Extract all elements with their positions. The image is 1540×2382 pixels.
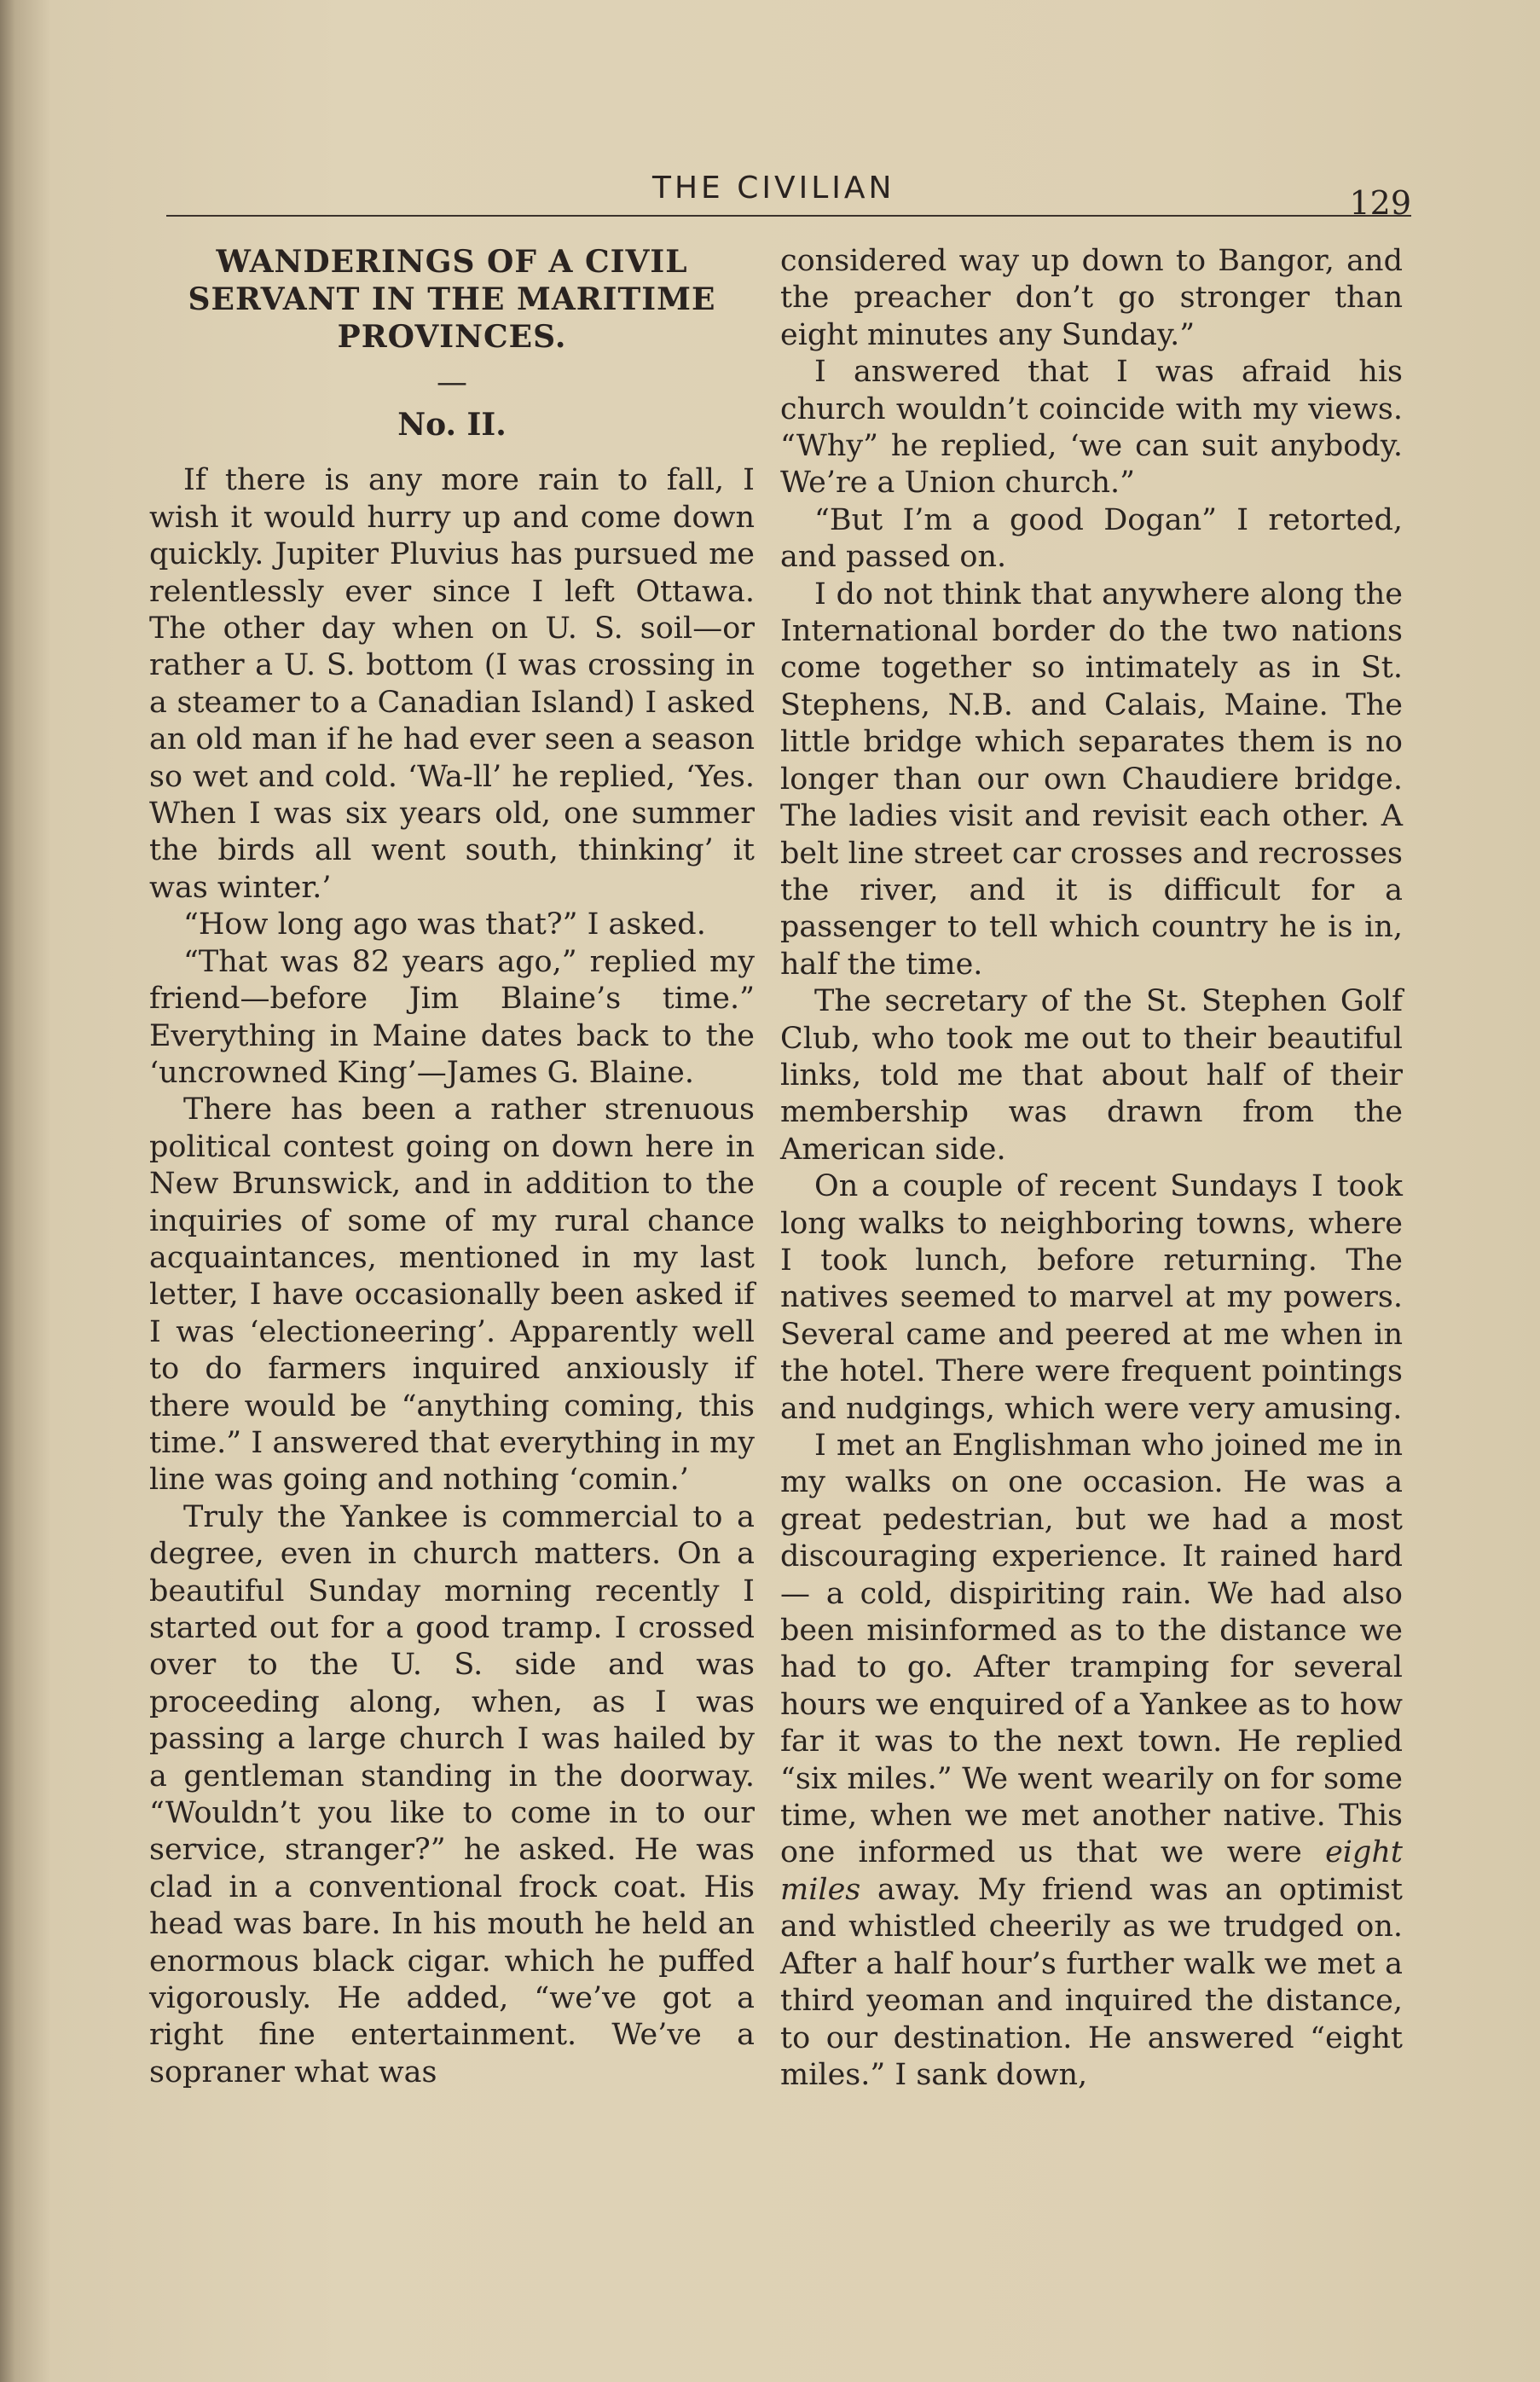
header-rule: [166, 215, 1411, 217]
paragraph: [780, 1428, 1403, 2094]
paragraph-text: I met an Englishman who joined me in my walks on one occasion. He was a great pedestrian, but we had a most discouraging experience. It rained hard — a cold, dispiriting rain. We had also been misinformed as to the distance we had to go. After tramping for several hours we enquired of a Yankee as to how far it was to the next town. He replied “six miles.” We went wearily on for some time, when we met another native. This one informed us that we were: [780, 1429, 1403, 1870]
paragraph: I do not think that anywhere along the International border do the two nations come together so intimately as in St. Stephens, N.B. and Calais, Maine. The little bridge which separates them is no longer than our own Chaudiere bridge. The ladies visit and revisit each other. A belt line street car crosses and recrosses the river, and it is difficult for a passenger to tell which country he is in, half the time.: [780, 577, 1403, 982]
left-column: [149, 243, 755, 2091]
paragraph: “But I’m a good Dogan” I retorted, and passed on.: [780, 502, 1403, 575]
right-column: [780, 243, 1403, 2094]
paragraph: Truly the Yankee is commercial to a degree, even in church matters. On a beautiful Sunday morning recently I started out for a good tramp. I crossed over to the U. S. side and was proceeding along, when, as I was passing a large church I was hailed by a gentleman standing in the doorway. “Wouldn’t you like to come in to our service, stranger?” he asked. He was clad in a conventional frock coat. His head was bare. In his mouth he held an enormous black cigar. which he puffed vigorously. He added, “we’ve got a right fine entertainment. We’ve a sopraner what was: [149, 1499, 755, 2089]
paragraph: There has been a rather strenuous political contest going on down here in New Brunswick, and in addition to the inquiries of some of my rural chance acquaintances, mentioned in my last letter, I have occasionally been asked if I was ‘electioneering’. Apparently well to do farmers inquired anxiously if there would be “anything coming, this time.” I answered that everything in my line was going and nothing ‘comin.’: [149, 1092, 755, 1498]
page-header: [166, 171, 1411, 222]
paragraph-text: away. My friend was an optimist and whistled cheerily as we trudged on. After a half hour’s further walk we met a third yeoman and inquired the distance, to our destination. He answered “eight miles.” I sank down,: [780, 1872, 1403, 2092]
paragraph: The secretary of the St. Stephen Golf Club, who took me out to their beautiful links, told me that about half of their membership was drawn from the American side.: [780, 984, 1403, 1167]
running-title: THE CIVILIAN: [652, 171, 895, 206]
paragraph: “That was 82 years ago,” replied my friend—before Jim Blaine’s time.” Everything in Maine dates back to the ‘uncrowned King’—James G. Blaine.: [149, 944, 755, 1090]
title-dash: —: [437, 365, 467, 400]
paragraph: If there is any more rain to fall, I wish it would hurry up and come down quickly. Jupiter Pluvius has pursued me relentlessly ever since I left Ottawa. The other day when on U. S. soil—or rather a U. S. bottom (I was crossing in a steamer to a Canadian Island) I asked an old man if he had ever seen a season so wet and cold. ‘Wa-ll’ he replied, ‘Yes. When I was six years old, one summer the birds all went south, thinking’ it was winter.’: [149, 463, 755, 905]
italic-phrase: eight miles: [780, 1835, 1403, 1907]
paragraph: On a couple of recent Sundays I took long walks to neighboring towns, where I took lunch, before returning. The natives seemed to marvel at my powers. Several came and peered at me when in the hotel. There were frequent pointings and nudgings, which were very amusing.: [780, 1169, 1403, 1426]
article-subtitle: No. II.: [397, 407, 507, 443]
article-title: WANDERINGS OF A CIVIL SERVANT IN THE MARITIME PROVINCES.: [188, 244, 716, 355]
paragraph: considered way up down to Bangor, and the preacher don’t go stronger than eight minutes any Sunday.”: [780, 244, 1403, 352]
page-number: 129: [1349, 184, 1411, 222]
paragraph: I answered that I was afraid his church wouldn’t coincide with my views. “Why” he replied, ‘we can suit anybody. We’re a Union church.”: [780, 355, 1403, 501]
paragraph: “How long ago was that?” I asked.: [183, 907, 706, 942]
